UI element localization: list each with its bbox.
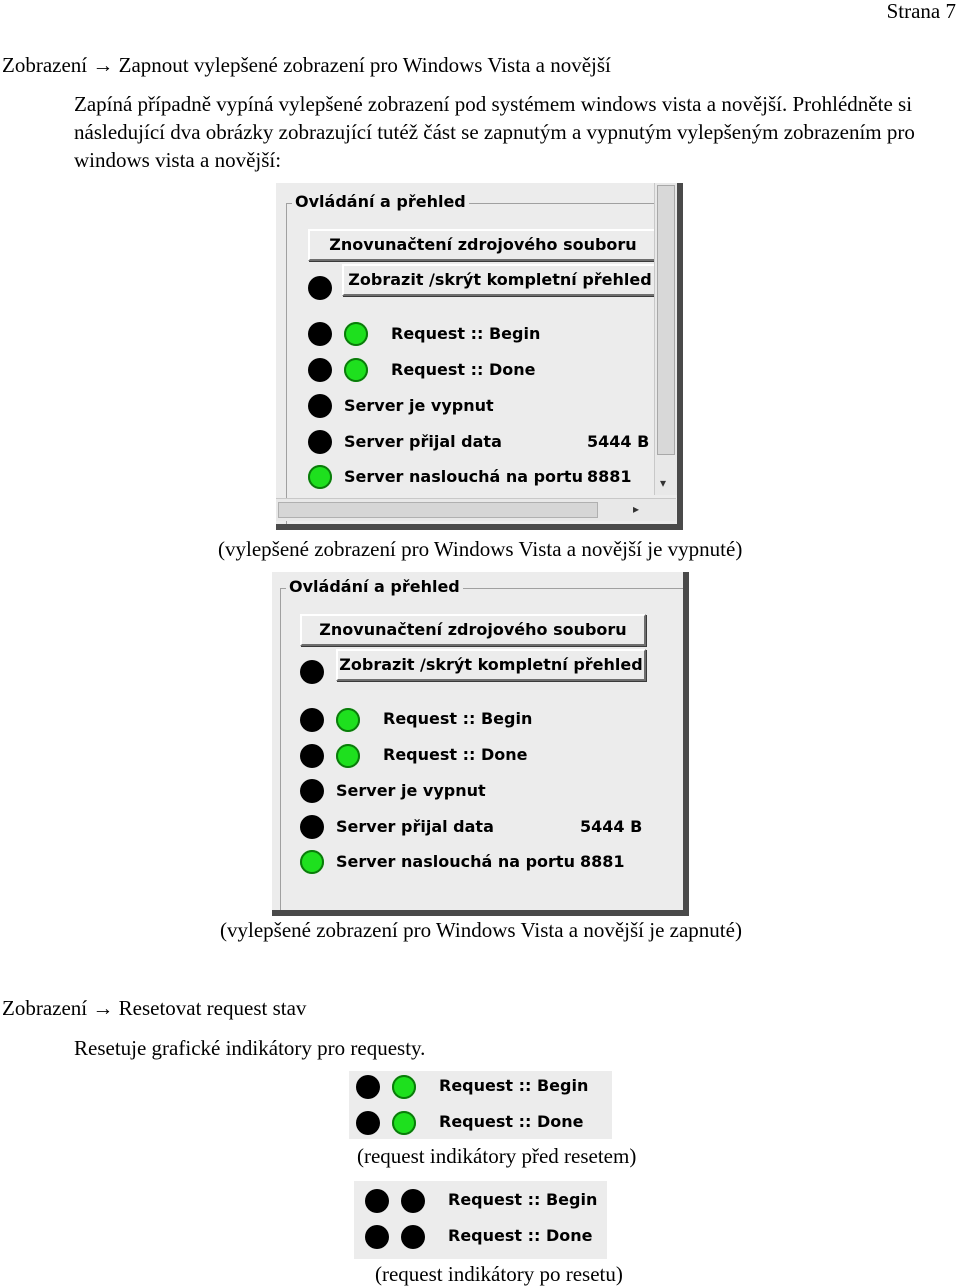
indicator-server-listening	[308, 465, 332, 489]
indicator-overview	[300, 660, 324, 684]
section-heading-enhanced-view: Zobrazení → Zapnout vylepšené zobrazení pro Windows Vista a novější	[2, 53, 611, 77]
caption-before-reset: (request indikátory před resetem)	[357, 1144, 637, 1168]
screenshot-vista-off	[276, 183, 683, 530]
label-server-received: Server přijal data	[336, 817, 494, 836]
indicator-server-received	[308, 430, 332, 454]
value-server-port: 8881	[580, 852, 625, 871]
label-server-received: Server přijal data	[344, 432, 502, 451]
section-heading-reset-request: Zobrazení → Resetovat request stav	[2, 996, 307, 1020]
reload-source-button[interactable]: Znovunačtení zdrojového souboru	[300, 614, 646, 646]
indicator-request-begin-1	[300, 708, 324, 732]
reload-source-button[interactable]: Znovunačtení zdrojového souboru	[308, 229, 658, 261]
indicator-request-begin-2	[392, 1075, 416, 1099]
indicator-request-done-1	[308, 358, 332, 382]
toggle-overview-button[interactable]: Zobrazit /skrýt kompletní přehled	[342, 264, 658, 296]
label-server-listening: Server naslouchá na portu	[344, 467, 583, 486]
horizontal-scrollbar[interactable]	[276, 498, 676, 521]
indicator-request-begin-2	[336, 708, 360, 732]
label-request-done: Request :: Done	[391, 360, 536, 379]
indicator-request-done-2	[401, 1225, 425, 1249]
indicator-request-begin-1	[356, 1075, 380, 1099]
indicator-server-listening	[300, 850, 324, 874]
value-server-port: 8881	[587, 467, 632, 486]
indicator-request-done-1	[365, 1225, 389, 1249]
screenshot-vista-on	[272, 572, 689, 916]
indicator-server-off	[308, 394, 332, 418]
screenshot-before-reset	[349, 1071, 612, 1139]
indicator-request-begin-2	[344, 322, 368, 346]
horizontal-scroll-thumb[interactable]	[278, 502, 598, 518]
label-request-done: Request :: Done	[448, 1226, 593, 1245]
indicator-overview	[308, 276, 332, 300]
label-server-off: Server je vypnut	[344, 396, 494, 415]
screenshot-after-reset	[354, 1181, 607, 1259]
indicator-request-done-1	[356, 1111, 380, 1135]
label-request-done: Request :: Done	[383, 745, 528, 764]
section-paragraph-reset-request: Resetuje grafické indikátory pro requesty.	[74, 1036, 426, 1060]
group-title: Ovládání a přehled	[292, 193, 469, 211]
group-title: Ovládání a přehled	[286, 578, 463, 596]
label-server-listening: Server naslouchá na portu	[336, 852, 575, 871]
page-number: Strana 7	[886, 0, 956, 23]
value-server-received: 5444 B	[580, 817, 643, 836]
indicator-request-done-1	[300, 744, 324, 768]
section-paragraph-enhanced-view: Zapíná případně vypíná vylepšené zobrazení pod systémem windows vista a novější. Prohlédněte si následující dva obrázky zobrazující tutéž část se zapnutým a vypnutým vylepšeným zobrazením pro windows vista a novější:	[74, 92, 915, 172]
panel-edge-right	[677, 183, 683, 530]
label-request-begin: Request :: Begin	[391, 324, 541, 343]
indicator-request-begin-2	[401, 1189, 425, 1213]
indicator-request-done-2	[392, 1111, 416, 1135]
panel-edge-bottom	[276, 524, 683, 530]
indicator-server-received	[300, 815, 324, 839]
vertical-scrollbar[interactable]	[654, 183, 677, 495]
indicator-request-begin-1	[308, 322, 332, 346]
indicator-server-off	[300, 779, 324, 803]
label-server-off: Server je vypnut	[336, 781, 486, 800]
indicator-request-done-2	[344, 358, 368, 382]
vertical-scroll-thumb[interactable]	[657, 185, 675, 455]
caption-vista-off: (vylepšené zobrazení pro Windows Vista a novější je vypnuté)	[218, 537, 743, 561]
label-request-done: Request :: Done	[439, 1112, 584, 1131]
caption-after-reset: (request indikátory po resetu)	[375, 1262, 623, 1286]
indicator-request-begin-1	[365, 1189, 389, 1213]
label-request-begin: Request :: Begin	[448, 1190, 598, 1209]
scroll-down-arrow-icon[interactable]: ▾	[660, 476, 667, 490]
value-server-received: 5444 B	[587, 432, 649, 451]
label-request-begin: Request :: Begin	[439, 1076, 589, 1095]
panel-edge-right	[683, 572, 689, 916]
panel-edge-bottom	[272, 910, 689, 916]
indicator-request-done-2	[336, 744, 360, 768]
scroll-right-arrow-icon[interactable]: ▸	[633, 502, 640, 516]
label-request-begin: Request :: Begin	[383, 709, 533, 728]
caption-vista-on: (vylepšené zobrazení pro Windows Vista a novější je zapnuté)	[220, 918, 742, 942]
toggle-overview-button[interactable]: Zobrazit /skrýt kompletní přehled	[336, 649, 646, 681]
